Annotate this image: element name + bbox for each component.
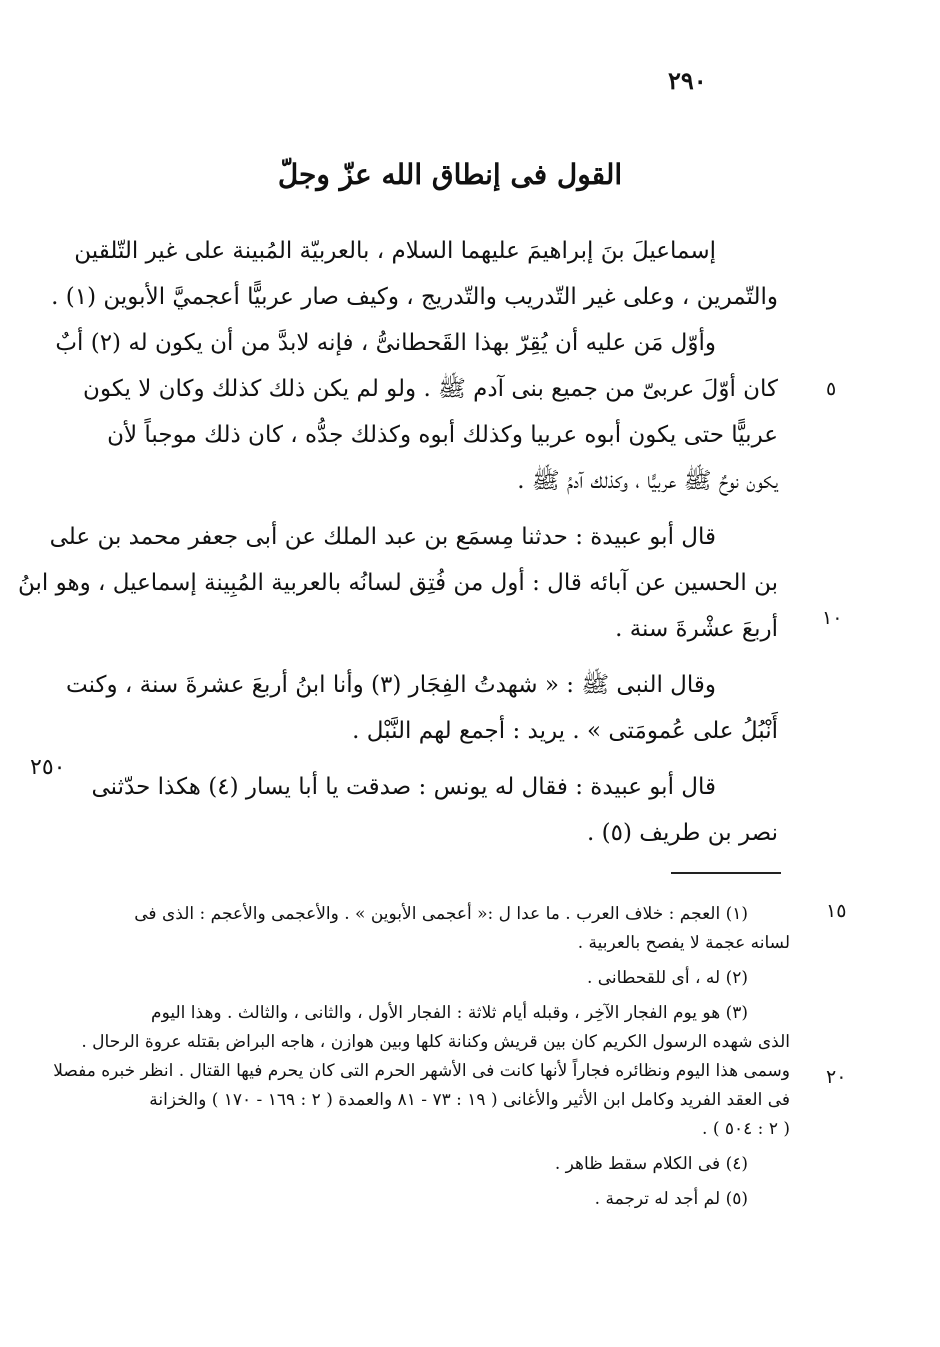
footnote-line: الذى شهده الرسول الكريم كان بين قريش وكنانة كلها وبين هوازن ، هاجه البراض بقتله عروة الرحال . [81,1032,790,1052]
line-number-10: ١٠ [822,607,843,629]
footnote-3 [53,999,790,1144]
text-line: عربيًّا حتى يكون أبوه عربيا وكذلك أبوه وكذلك جدُّه ، كان ذلك موجباً لأن [107,422,778,448]
footnote-1 [100,900,790,958]
footnote-line: (٢) له ، أى للقحطانى . [586,968,748,988]
paragraph [51,228,778,320]
text-line: يكون نوحٌ ﷺ عربيًّا ، وكذلك آدمُ ﷺ . [517,468,778,494]
footnote-line: ( ٢ : ٥٠٤ ) . [702,1119,790,1139]
paragraph [17,514,778,652]
footnote-line: (٥) لم أجد له ترجمة . [594,1189,748,1209]
footnote-line: وسمى هذا اليوم ونظائره فجاراً لأنها كانت فى الأشهر الحرم التى كان يحرم فيها القتال . انظر خبره مفصلا [53,1061,790,1081]
paragraph [91,764,778,856]
footnote-5 [100,1185,790,1214]
line-number-20: ٢٠ [826,1066,847,1088]
line-number-5: ٥ [826,378,837,400]
footnote-4 [100,1150,790,1179]
text-line: وأوّل مَن عليه أن يُقِرّ بهذا القَحطانىُّ ، فإنه لابدَّ من أن يكون له (٢) أبٌ [55,330,716,356]
line-number-15: ١٥ [826,900,847,922]
footnote-line: (١) العجم : خلاف العرب . ما عدا ل :« أعجمى الأبوين » . والأعجمى والأعجم : الذى فى [134,904,748,924]
footnote-line: (٣) هو يوم الفجار الآخِر ، وقبله أيام ثلاثة : الفجار الأول ، والثانى ، والثالث . وهذا اليوم [151,1003,748,1023]
footnote-separator [671,872,781,874]
footnote-line: لسانه عجمة لا يفصح بالعربية . [577,933,790,953]
paragraph [65,662,778,754]
text-line: قال أبو عبيدة : حدثنا مِسمَع بن عبد الملك عن أبى جعفر محمد بن على [49,524,716,550]
text-line: نصر بن طريف (٥) . [586,820,778,846]
paragraph [55,320,778,504]
text-line: قال أبو عبيدة : فقال له يونس : صدقت يا أبا يسار (٤) هكذا حدّثنى [91,774,716,800]
text-line: كان أوّلَ عربىّ من جميع بنى آدم ﷺ . ولو لم يكن ذلك كذلك وكان لا يكون [83,376,778,402]
text-line: بن الحسين عن آبائه قال : أول من فُتِق لسانُه بالعربية المُبِينة إسماعيل ، وهو ابنُ [17,570,778,596]
footnote-2 [100,964,790,993]
footnote-line: (٤) فى الكلام سقط ظاهر . [554,1154,748,1174]
footnote-line: فى العقد الفريد وكامل ابن الأثير والأغانى ( ١٩ : ٧٣ - ٨١ والعمدة ( ٢ : ١٦٩ - ١٧٠ ) والخزانة [149,1090,790,1110]
page-reference-number: ٢٥٠ [30,755,66,780]
text-line: أربعَ عشْرةَ سنة . [615,616,778,642]
text-line: أَنْبُلُ على عُمومَتى » . يريد : أجمع لهم النَّبْل . [352,718,778,744]
text-line: والتّمرين ، وعلى غير التّدريب والتّدريج ، وكيف صار عربيًّا أعجميَّ الأبوين (١) . [51,284,778,310]
section-title: القول فى إنطاق الله عزّ وجلّ [277,158,623,191]
text-line: إسماعيلَ بنَ إبراهيمَ عليهما السلام ، بالعربيّة المُبينة على غير التّلقين [74,238,716,264]
page-number: ٢٩٠ [668,66,707,95]
text-line: وقال النبى ﷺ : « شهدتُ الفِجَار (٣) وأنا ابنُ أربعَ عشرةَ سنة ، وكنت [65,672,716,698]
footnotes [53,900,790,1214]
